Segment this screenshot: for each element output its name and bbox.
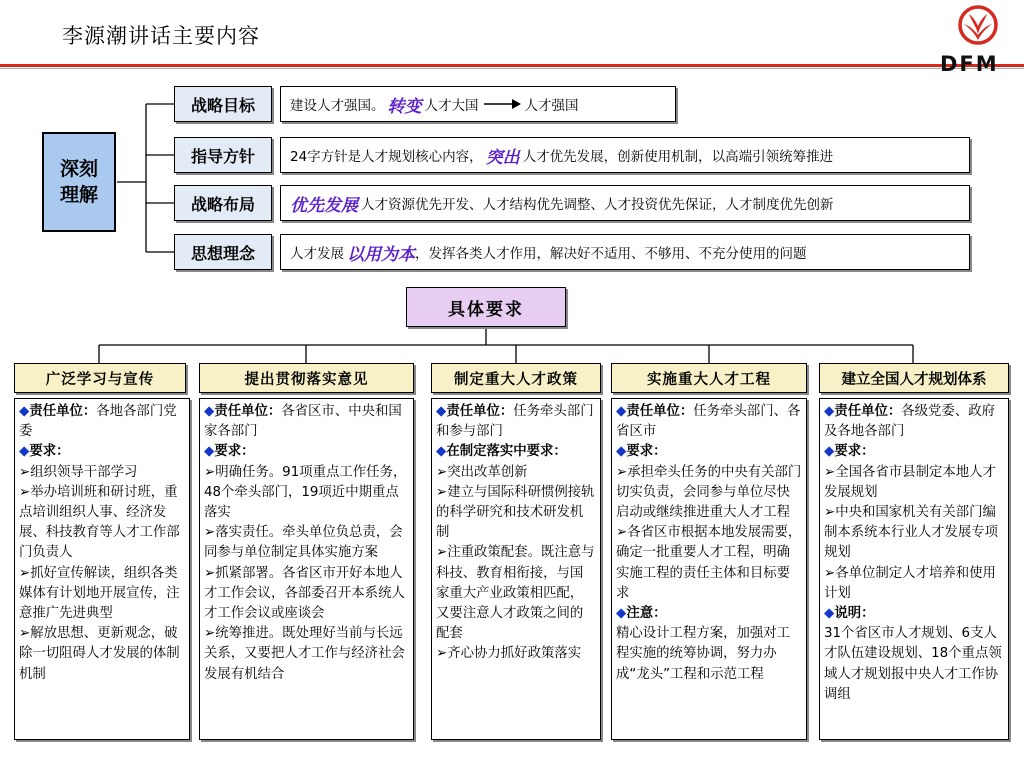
diamond-bullet-icon: ◆ — [204, 404, 215, 419]
arrow-bullet-icon: ➢ — [616, 464, 628, 480]
diamond-bullet-icon: ◆ — [824, 606, 835, 622]
requirement-text: 中央和国家机关有关部门编制本系统本行业人才发展专项规划 — [824, 505, 999, 561]
requirement-text: 统筹推进。既处理好当前与长远关系，又要把人才工作与经济社会发展有机结合 — [204, 626, 405, 682]
arrow-bullet-icon: ➢ — [824, 464, 836, 480]
requirement-line — [616, 402, 802, 442]
requirement-line — [616, 442, 802, 462]
requirement-text: 组织领导干部学习 — [30, 464, 138, 480]
requirement-label: 要求： — [214, 444, 255, 460]
arrow-bullet-icon: ➢ — [19, 464, 31, 480]
row-highlight: 转变 — [387, 96, 422, 117]
column-heading-talent-policy: 制定重大人才政策 — [431, 363, 601, 393]
arrow-bullet-icon: ➢ — [204, 565, 216, 581]
requirement-text: 明确任务。91项重点工作任务，48个牵头部门，19项近中期重点落实 — [204, 464, 407, 521]
requirement-text: 各省区市根据本地发展需要，确定一批重要人才工程，明确实施工程的责任主体和目标要求 — [616, 525, 802, 601]
category-guiding-principle: 指导方针 — [174, 137, 272, 173]
row-text-post: ，发挥各类人才作用，解决好不适用、不够用、不充分使用的问题 — [415, 246, 807, 262]
diamond-bullet-icon: ◆ — [204, 444, 215, 460]
requirement-text: 各级党委、政府及各地各部门 — [824, 404, 995, 440]
deep-understanding-box — [42, 132, 116, 232]
requirement-line — [204, 624, 409, 685]
row-text-post: 人才资源优先开发、人才结构优先调整、人才投资优先保证，人才制度优先创新 — [361, 197, 834, 213]
column-body — [819, 398, 1009, 740]
requirement-line — [436, 402, 596, 442]
requirement-text: 落实责任。牵头单位负总责，会同参与单位制定具体实施方案 — [204, 525, 403, 561]
arrow-bullet-icon: ➢ — [204, 464, 216, 480]
requirement-text: 举办培训班和研讨班，重点培训组织人事、经济发展、科技教育等人才工作部门负责人 — [19, 484, 180, 561]
column-body — [431, 398, 601, 740]
column-body — [611, 398, 807, 740]
arrow-bullet-icon: ➢ — [436, 484, 448, 500]
arrow-bullet-icon: ➢ — [436, 464, 448, 480]
requirement-line — [824, 564, 1004, 604]
requirement-text: 突出改革创新 — [447, 464, 528, 480]
requirement-text: 齐心协力抓好政策落实 — [447, 646, 582, 662]
requirement-label: 责任单位： — [214, 404, 282, 419]
requirement-line — [824, 442, 1004, 462]
row-highlight: 优先发展 — [290, 195, 358, 216]
diamond-bullet-icon: ◆ — [616, 404, 627, 419]
requirement-text: 精心设计工程方案，加强对工程实施的统筹协调，努力办成“龙头”工程和示范工程 — [616, 626, 791, 682]
requirement-line — [204, 564, 409, 625]
arrow-bullet-icon: ➢ — [19, 565, 31, 581]
arrow-bullet-icon: ➢ — [616, 525, 628, 541]
specific-requirements-box: 具体要求 — [406, 287, 566, 327]
row-strategic-layout-desc — [280, 185, 970, 221]
requirement-label: 注意： — [626, 606, 667, 622]
row-highlight: 以用为本 — [347, 244, 415, 265]
diamond-bullet-icon: ◆ — [616, 444, 627, 460]
requirement-line — [824, 624, 1004, 705]
arrow-bullet-icon: ➢ — [204, 525, 216, 541]
requirement-label: 要求： — [834, 444, 875, 460]
requirement-line — [824, 503, 1004, 564]
requirement-text: 各单位制定人才培养和使用计划 — [824, 565, 996, 601]
row-highlight: 突出 — [485, 147, 520, 168]
row-text-pre: 24字方针是人才规划核心内容， — [290, 149, 483, 165]
requirement-text: 各地各部门党委 — [19, 404, 177, 440]
row-strategic-goal-desc — [280, 86, 676, 122]
requirement-line — [19, 624, 185, 685]
row-text-post: 人才大国 — [424, 98, 479, 114]
requirement-label: 责任单位： — [834, 404, 902, 419]
diamond-bullet-icon: ◆ — [436, 444, 447, 460]
right-arrow-icon — [482, 98, 522, 110]
requirement-text: 注重政策配套。既注意与科技、教育相衔接，与国家重大产业政策相匹配，又要注意人才政策之间的配套 — [436, 545, 595, 642]
requirement-line — [616, 604, 802, 624]
requirement-text: 解放思想、更新观念，破除一切阻碍人才发展的体制机制 — [19, 626, 180, 682]
requirement-line — [824, 604, 1004, 624]
column-body — [14, 398, 190, 740]
category-ideology: 思想理念 — [174, 234, 272, 270]
requirement-line — [436, 483, 596, 544]
column-heading-study-publicity: 广泛学习与宣传 — [14, 363, 186, 393]
requirement-line — [824, 402, 1004, 442]
requirement-text: 抓紧部署。各省区市开好本地人才工作会议，各部委召开本系统人才工作会议或座谈会 — [204, 565, 405, 622]
requirement-line — [824, 463, 1004, 503]
column-heading-planning-system: 建立全国人才规划体系 — [819, 363, 1009, 393]
logo-text: DFM — [940, 52, 999, 76]
page-title: 李源潮讲话主要内容 — [62, 24, 260, 48]
column-heading-talent-projects: 实施重大人才工程 — [611, 363, 807, 393]
column-heading-implementation: 提出贯彻落实意见 — [199, 363, 414, 393]
row-guiding-principle-desc — [280, 137, 970, 173]
requirement-label: 责任单位： — [626, 404, 694, 419]
requirement-text: 抓好宣传解读，组织各类媒体有计划地开展宣传，注意推广先进典型 — [19, 565, 180, 622]
arrow-bullet-icon: ➢ — [204, 626, 216, 642]
requirement-label: 在制定落实中要求： — [446, 444, 567, 460]
diamond-bullet-icon: ◆ — [616, 606, 627, 622]
requirement-line — [19, 442, 185, 462]
requirement-label: 要求： — [29, 444, 70, 460]
diamond-bullet-icon: ◆ — [436, 404, 447, 419]
requirement-line — [19, 463, 185, 483]
arrow-bullet-icon: ➢ — [436, 545, 448, 561]
diamond-bullet-icon: ◆ — [824, 444, 835, 460]
arrow-bullet-icon: ➢ — [824, 505, 836, 521]
requirement-text: 任务牵头部门、各省区市 — [616, 404, 801, 440]
requirement-text: 各省区市、中央和国家各部门 — [204, 404, 402, 440]
requirement-line — [616, 523, 802, 604]
diamond-bullet-icon: ◆ — [19, 404, 30, 419]
requirement-line — [616, 463, 802, 524]
category-strategic-goal: 战略目标 — [174, 86, 272, 122]
diamond-bullet-icon: ◆ — [19, 444, 30, 460]
arrow-bullet-icon: ➢ — [436, 646, 448, 662]
requirement-text: 任务牵头部门和参与部门 — [436, 404, 594, 440]
requirement-line — [204, 463, 409, 524]
arrow-bullet-icon: ➢ — [824, 565, 836, 581]
requirement-line — [19, 564, 185, 625]
requirement-label: 责任单位： — [29, 404, 97, 419]
requirement-line — [19, 483, 185, 564]
arrow-bullet-icon: ➢ — [19, 484, 31, 500]
requirement-line — [204, 402, 409, 442]
requirement-line — [204, 442, 409, 462]
requirement-text: 31个省区市人才规划、6支人才队伍建设规划、18个重点领域人才规划报中央人才工作协调组 — [824, 626, 1002, 702]
requirement-line — [19, 402, 185, 442]
requirement-text: 全国各省市县制定本地人才发展规划 — [824, 464, 996, 500]
requirement-label: 要求： — [626, 444, 667, 460]
requirement-line — [204, 523, 409, 563]
requirement-text: 承担牵头任务的中央有关部门切实负责，会同参与单位尽快启动或继续推进重大人才工程 — [616, 464, 802, 521]
requirement-line — [436, 442, 596, 462]
requirement-line — [616, 624, 802, 685]
requirement-label: 责任单位： — [446, 404, 514, 419]
requirement-line — [436, 543, 596, 644]
row-text-after-arrow: 人才强国 — [524, 98, 579, 114]
category-strategic-layout: 战略布局 — [174, 185, 272, 221]
column-body — [199, 398, 414, 740]
requirement-label: 说明： — [834, 606, 875, 622]
requirement-line — [436, 644, 596, 664]
diamond-bullet-icon: ◆ — [824, 404, 835, 419]
requirement-text: 建立与国际科研惯例接轨的科学研究和技术研发机制 — [436, 484, 595, 541]
requirement-line — [436, 463, 596, 483]
deep-understanding-label: 深刻理解 — [59, 158, 98, 206]
arrow-bullet-icon: ➢ — [19, 626, 31, 642]
row-text-post: 人才优先发展，创新使用机制，以高端引领统筹推进 — [522, 149, 834, 165]
row-ideology-desc — [280, 234, 970, 270]
row-text-pre: 人才发展 — [290, 246, 344, 262]
row-text-pre: 建设人才强国。 — [290, 98, 385, 114]
